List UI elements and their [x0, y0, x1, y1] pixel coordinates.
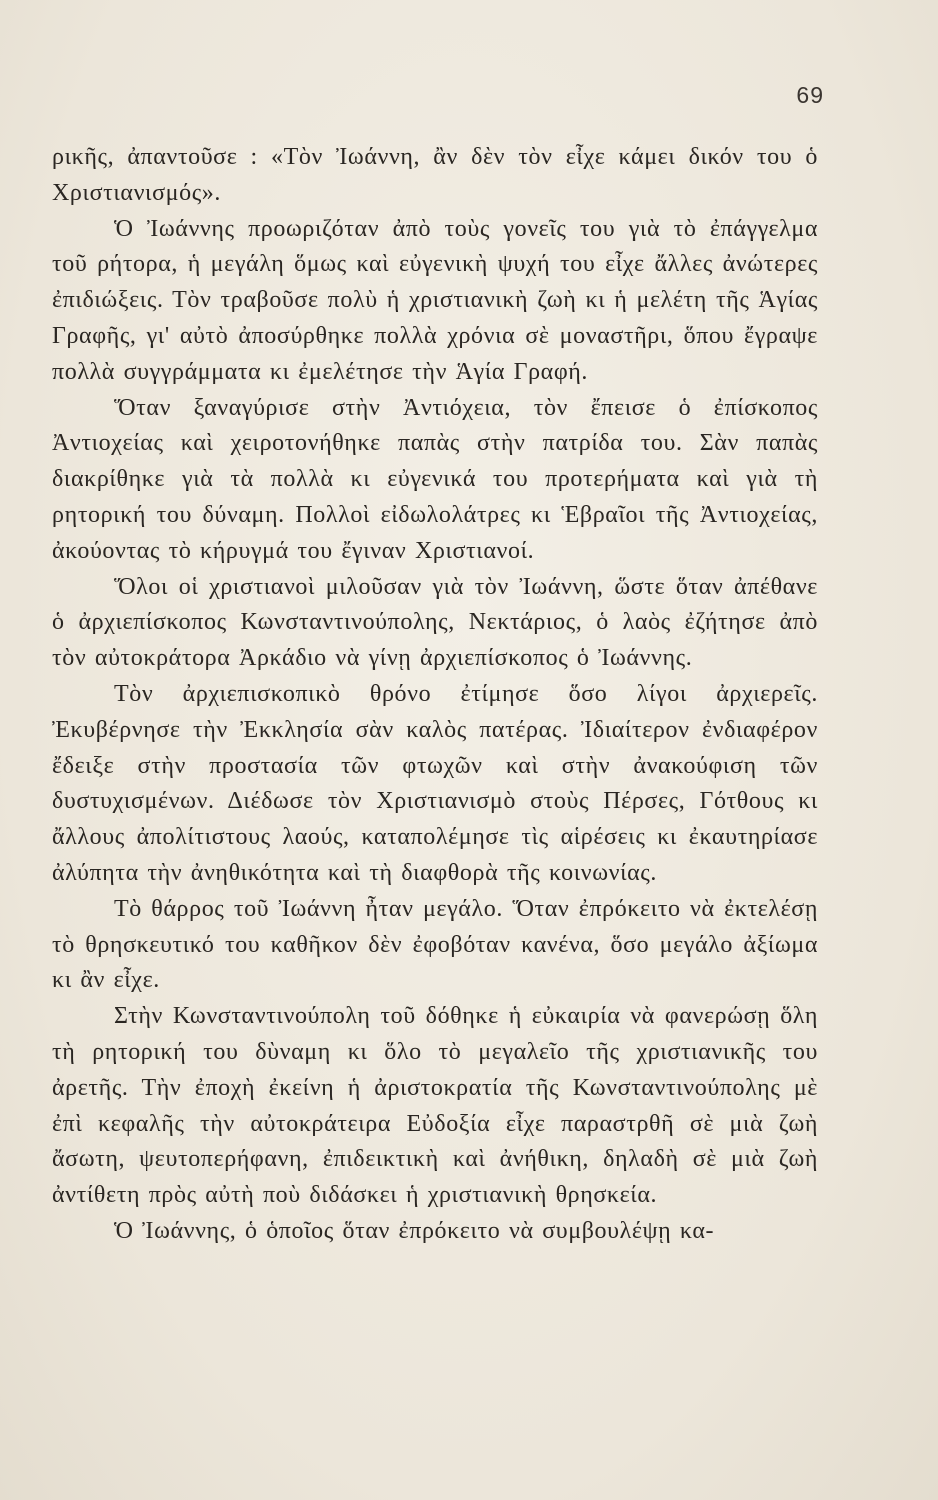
body-text: [52, 140, 818, 1250]
page-number: 69: [796, 82, 824, 108]
paragraph-6: Τὸ θάρρος τοῦ Ἰωάννη ἦταν μεγάλο. Ὅταν ἐπρόκειτο νὰ ἐκτελέσῃ τὸ θρησκευτικό του καθῆκον δὲν ἐφοβόταν κανένα, ὅσο μεγάλο ἀξίωμα κι ἂν εἶχε.: [52, 895, 818, 994]
paragraph-2: Ὁ Ἰωάννης προωριζόταν ἀπὸ τοὺς γονεῖς του γιὰ τὸ ἐπάγγελμα τοῦ ρήτορα, ἡ μεγάλη ὅμως καὶ εὐγενικὴ ψυχή του εἶχε ἄλλες ἀνώτερες ἐπιδιώξεις. Τὸν τραβοῦσε πολὺ ἡ χριστιανικὴ ζωὴ κι ἡ μελέτη τῆς Ἁγίας Γραφῆς, γι' αὐτὸ ἀποσύρθηκε πολλὰ χρόνια σὲ μοναστῆρι, ὅπου ἔγραψε πολλὰ συγγράμματα κι ἐμελέτησε τὴν Ἁγία Γραφή.: [52, 215, 818, 385]
paragraph-4: Ὅλοι οἱ χριστιανοὶ μιλοῦσαν γιὰ τὸν Ἰωάννη, ὥστε ὅταν ἀπέθανε ὁ ἀρχιεπίσκοπος Κωνσταντινούπολης, Νεκτάριος, ὁ λαὸς ἐζήτησε ἀπὸ τὸν αὐτοκράτορα Ἀρκάδιο νὰ γίνῃ ἀρχιεπίσκοπος ὁ Ἰωάννης.: [52, 573, 818, 672]
paragraph-5: Τὸν ἀρχιεπισκοπικὸ θρόνο ἐτίμησε ὅσο λίγοι ἀρχιερεῖς. Ἐκυβέρνησε τὴν Ἐκκλησία σὰν καλὸς πατέρας. Ἰδιαίτερον ἐνδιαφέρον ἔδειξε στὴν προστασία τῶν φτωχῶν καὶ στὴν ἀνακούφιση τῶν δυστυχισμένων. Διέδωσε τὸν Χριστιανισμὸ στοὺς Πέρσες, Γότθους κι ἄλλους ἀπολίτιστους λαούς, καταπολέμησε τὶς αἱρέσεις κι ἐκαυτηρίασε ἀλύπητα τὴν ἀνηθικότητα καὶ τὴ διαφθορὰ τῆς κοινωνίας.: [52, 680, 818, 886]
paragraph-7: Στὴν Κωνσταντινούπολη τοῦ δόθηκε ἡ εὐκαιρία νὰ φανερώσῃ ὅλη τὴ ρητορική του δὺναμη κι ὅλο τὸ μεγαλεῖο τῆς χριστιανικῆς του ἀρετῆς. Τὴν ἐποχὴ ἐκείνη ἡ ἀριστοκρατία τῆς Κωνσταντινούπολης μὲ ἐπὶ κεφαλῆς τὴν αὐτοκράτειρα Εὐδοξία εἶχε παραστρθῆ σὲ μιὰ ζωὴ ἄσωτη, ψευτοπερήφανη, ἐπιδεικτικὴ καὶ ἀνήθικη, δηλαδὴ σὲ μιὰ ζωὴ ἀντίθετη πρὸς αὐτὴ ποὺ διδάσκει ἡ χριστιανικὴ θρησκεία.: [52, 1003, 818, 1209]
paragraph-3: Ὅταν ξαναγύρισε στὴν Ἀντιόχεια, τὸν ἔπεισε ὁ ἐπίσκοπος Ἀντιοχείας καὶ χειροτονήθηκε παπὰς στὴν πατρίδα του. Σὰν παπὰς διακρίθηκε γιὰ τὰ πολλὰ κι εὐγενικά του προτερήματα καὶ γιὰ τὴ ρητορική του δύναμη. Πολλοὶ εἰδωλολάτρες κι Ἑβραῖοι τῆς Ἀντιοχείας, ἀκούοντας τὸ κήρυγμά του ἔγιναν Χριστιανοί.: [52, 394, 818, 564]
paragraph-8: Ὁ Ἰωάννης, ὁ ὁποῖος ὅταν ἐπρόκειτο νὰ συμβουλέψῃ κα-: [114, 1217, 715, 1244]
paragraph-1: ρικῆς, ἀπαντοῦσε : «Τὸν Ἰωάννη, ἂν δὲν τὸν εἶχε κάμει δικόν του ὁ Χριστιανισμός».: [52, 144, 818, 206]
